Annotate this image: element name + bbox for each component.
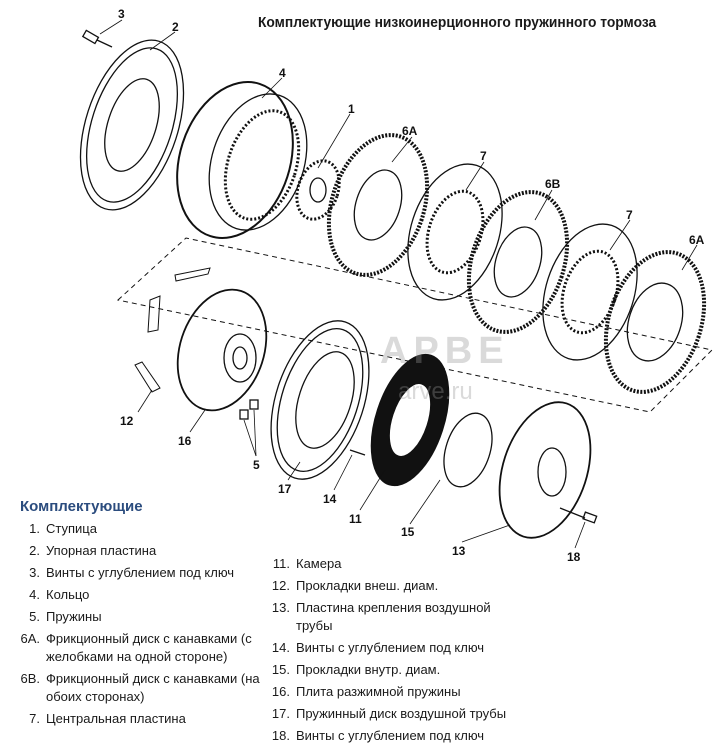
list-item: 6A. Фрикционный диск с канавками (с желобками на одной стороне)	[20, 631, 252, 664]
callout-7-second: 7	[626, 208, 633, 222]
air-tube-plate-13	[483, 390, 606, 549]
callout-11: 11	[349, 512, 362, 526]
spring-disc-17	[253, 308, 387, 491]
list-item: 3. Винты с углублением под ключ	[29, 565, 235, 580]
callout-16: 16	[178, 434, 192, 448]
callout-13: 13	[452, 544, 466, 558]
diagram-title: Комплектующие низкоинерционного пружинного тормоза	[258, 14, 657, 31]
callout-6b: 6B	[545, 177, 561, 191]
callout-14: 14	[323, 492, 337, 506]
list-item: 13. Пластина крепления воздушной трубы	[271, 600, 491, 633]
friction-disc-6a-second	[589, 239, 721, 404]
spring-plate-16	[163, 278, 281, 422]
list-item: 7. Центральная пластина	[29, 711, 186, 726]
list-item: 4. Кольцо	[29, 587, 90, 602]
list-item: 15. Прокладки внутр. диам.	[271, 662, 441, 677]
callout-5: 5	[253, 458, 260, 472]
callout-1: 1	[348, 102, 355, 116]
list-item: 5. Пружины	[29, 609, 102, 624]
screw-part-18	[560, 508, 597, 523]
callout-18: 18	[567, 550, 581, 564]
friction-disc-6b	[452, 179, 584, 344]
parts-list-right	[268, 555, 508, 749]
list-item: 18. Винты с углублением под ключ	[271, 728, 485, 743]
watermark-logo: АРВЕ	[380, 330, 510, 372]
chamber-part-11	[357, 345, 464, 495]
list-item: 16. Плита разжимной пружины	[271, 684, 461, 699]
callout-12: 12	[120, 414, 134, 428]
parts-list-left	[20, 520, 260, 732]
thrust-plate-part-2	[61, 27, 203, 223]
callout-17: 17	[278, 482, 292, 496]
ring-part-4	[158, 67, 323, 253]
callout-3: 3	[118, 7, 125, 21]
friction-disc-6a	[312, 122, 444, 287]
watermark-site: arve.ru	[398, 378, 473, 405]
center-plate-7a	[392, 152, 519, 312]
list-item: 11. Камера	[272, 556, 342, 571]
callout-7: 7	[480, 149, 487, 163]
parts-heading: Комплектующие	[20, 498, 143, 515]
outer-gaskets-12	[135, 268, 210, 392]
screw-part-14	[350, 450, 365, 455]
list-item: 1. Ступица	[29, 521, 97, 536]
callout-2: 2	[172, 20, 179, 34]
callout-6a: 6A	[402, 124, 418, 138]
list-item: 6B. Фрикционный диск с канавками (на обоих сторонах)	[20, 671, 260, 704]
list-item: 2. Упорная пластина	[29, 543, 157, 558]
list-item: 14. Винты с углублением под ключ	[271, 640, 485, 655]
screw-part-3	[83, 30, 112, 47]
center-plate-7b	[527, 212, 654, 372]
list-item: 17. Пружинный диск воздушной трубы	[271, 706, 507, 721]
callout-15: 15	[401, 525, 415, 539]
springs-5	[240, 400, 258, 419]
callout-4: 4	[279, 66, 286, 80]
list-item: 12. Прокладки внеш. диам.	[271, 578, 439, 593]
callout-6a-second: 6A	[689, 233, 705, 247]
